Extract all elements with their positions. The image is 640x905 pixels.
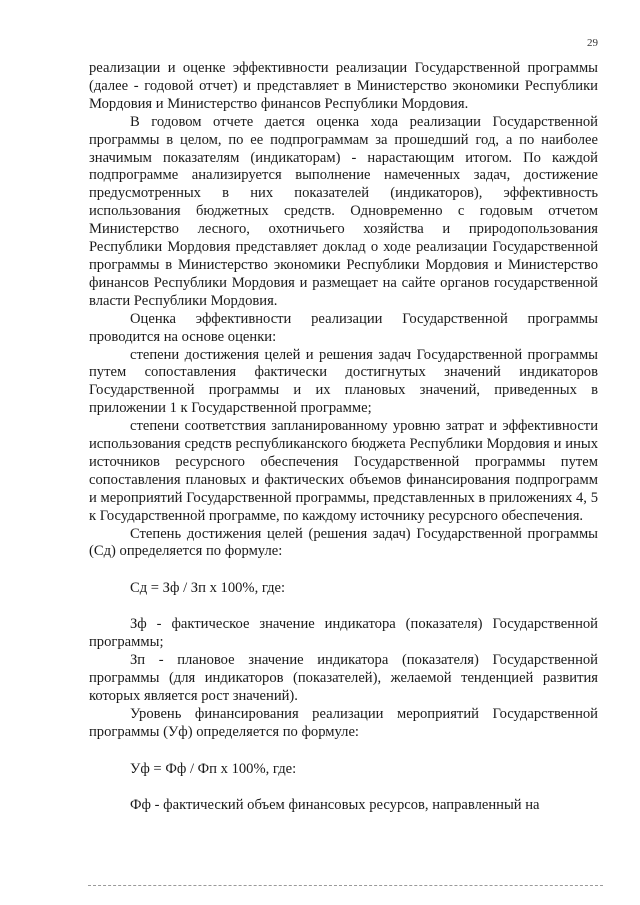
page-number: 29 (587, 37, 598, 49)
formula-sd: Сд = Зф / Зп х 100%, где: (130, 580, 286, 597)
paragraph-annual-report: В годовом отчете дается оценка хода реализации Государственной программы в целом, по ее подпрограммам за прошедший год, а по наиболее значимым показателям (индикаторам) - нарастающим итогом. По каждой подпрограмме анализируется выполнение намеченных задач, достижение предусмотренных в них показателей (индикаторов), эффективность использования бюджетных средств. Одновременно с годовым отчетом Министерство лесного, охотничьего хозяйства и природопользования Республики Мордовия представляет доклад о ходе реализации Государственной программы в Министерство экономики Республики Мордовия и Министерство финансов Республики Мордовия и размещает на сайте органов государственной власти Республики Мордовия. (89, 113, 598, 309)
formula-uf: Уф = Фф / Фп х 100%, где: (130, 760, 297, 777)
paragraph-zf-definition: Зф - фактическое значение индикатора (показателя) Государственной программы; (89, 616, 598, 651)
paragraph-cost-compliance: степени соответствия запланированному уровню затрат и эффективности использования средств республиканского бюджета Республики Мордовия и иных источников ресурсного обеспечения Государственной программы путем сопоставления плановых и фактических объемов финансирования подпрограмм и мероприятий Государственной программы, представленных в приложениях 4, 5 к Государственной программе, по каждому источнику ресурсного обеспечения. (89, 418, 598, 524)
paragraph-evaluation-basis: Оценка эффективности реализации Государственной программы проводится на основе оценки: (89, 310, 598, 345)
paragraph-sd-definition: Степень достижения целей (решения задач) Государственной программы (Сд) определяется по формуле: (89, 525, 598, 560)
paragraph-goal-achievement: степени достижения целей и решения задач Государственной программы путем сопоставления фактически достигнутых значений индикаторов Государственной программы и их плановых значений, приведенных в приложении 1 к Государственной программе; (89, 346, 598, 417)
paragraph-report-intro: реализации и оценке эффективности реализации Государственной программы (далее - годовой отчет) и представляет в Министерство экономики Республики Мордовия и Министерство финансов Республики Мордовия. (89, 60, 598, 112)
document-body (89, 60, 598, 814)
paragraph-uf-definition: Уровень финансирования реализации мероприятий Государственной программы (Уф) определяется по формуле: (89, 705, 598, 740)
scan-artifact-line (88, 885, 603, 886)
paragraph-ff-definition: Фф - фактический объем финансовых ресурсов, направленный на (130, 796, 540, 813)
paragraph-zp-definition: Зп - плановое значение индикатора (показателя) Государственной программы (для индикаторов (показателей), желаемой тенденцией развития которых является рост значений). (89, 652, 598, 704)
